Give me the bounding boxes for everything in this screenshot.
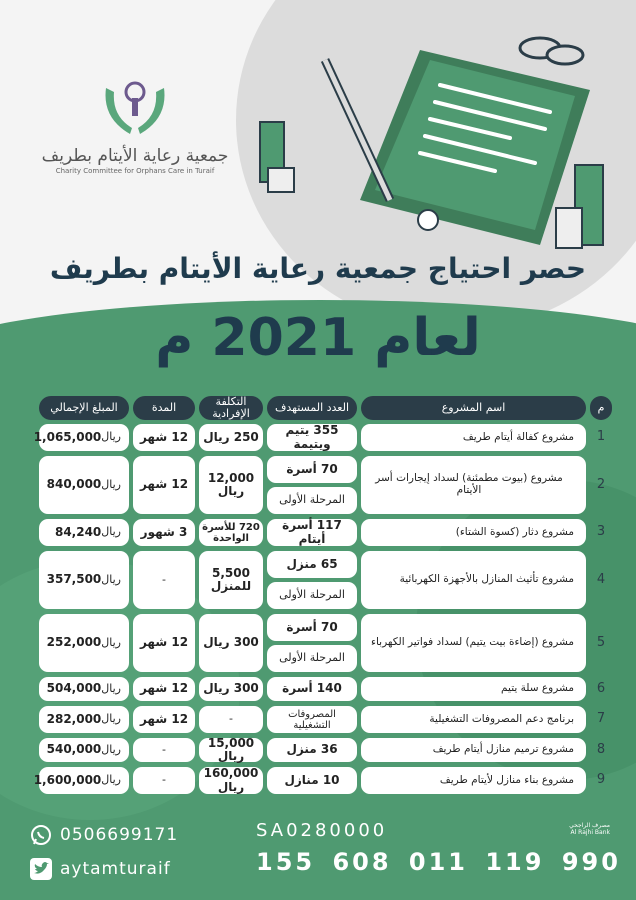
logo-english-name: Charity Committee for Orphans Care in Turaif [55, 167, 215, 175]
total-amount [39, 456, 129, 514]
currency: ريال [101, 712, 121, 726]
header-unit-cost: التكلفة الإفرادية [199, 396, 263, 420]
beneficiaries: 117 أسرة أيتام [267, 519, 357, 546]
project-name: مشروع ترميم منازل أيتام طريف [361, 738, 586, 762]
beneficiaries-phase: المرحلة الأولى [267, 582, 357, 609]
row-number: 4 [596, 571, 606, 587]
unit-cost: - [199, 706, 263, 733]
iban-prefix: SA0280000 [256, 820, 388, 841]
amount: 1,065,000 [33, 429, 102, 444]
row-number: 2 [596, 476, 606, 492]
twitter-contact[interactable] [30, 856, 178, 882]
twitter-icon [30, 858, 52, 880]
table-header [30, 396, 612, 420]
project-name: مشروع تأثيث المنازل بالأجهزة الكهربائية [361, 551, 586, 609]
currency: ريال [101, 572, 121, 586]
amount: 504,000 [46, 681, 102, 696]
table-row [30, 424, 612, 451]
project-name: مشروع سلة يتيم [361, 677, 586, 701]
project-name: مشروع دثار (كسوة الشتاء) [361, 519, 586, 546]
total-amount [39, 738, 129, 762]
amount: 1,600,000 [33, 772, 102, 787]
amount: 84,240 [54, 524, 102, 539]
unit-cost: 300 ريال [199, 614, 263, 672]
duration: 12 شهر [133, 456, 195, 514]
row-number: 7 [596, 711, 606, 727]
table-row [30, 677, 612, 701]
duration: - [133, 767, 195, 794]
total-amount [39, 706, 129, 733]
row-number: 3 [596, 524, 606, 540]
header-beneficiaries: العدد المستهدف [267, 396, 357, 420]
beneficiaries-count: 65 منزل [267, 551, 357, 578]
amount: 540,000 [46, 742, 102, 757]
beneficiaries: 10 منازل [267, 767, 357, 794]
header-num: م [590, 396, 612, 420]
beneficiaries [267, 456, 357, 514]
hands-logo-icon [100, 78, 170, 140]
beneficiaries-count: 70 أسرة [267, 614, 357, 641]
twitter-handle: aytamturaif [60, 859, 171, 879]
row-number: 5 [596, 634, 606, 650]
logo-arabic-name: جمعية رعاية الأيتام بطريف [41, 146, 229, 166]
currency: ريال [101, 773, 121, 787]
needs-table [30, 396, 612, 799]
duration: 12 شهر [133, 677, 195, 701]
currency: ريال [101, 742, 121, 756]
duration: - [133, 551, 195, 609]
total-amount [39, 677, 129, 701]
document-coins-illustration-icon [250, 30, 620, 260]
organization-logo [40, 78, 230, 175]
contact-info [30, 822, 178, 890]
duration: 12 شهر [133, 424, 195, 451]
whatsapp-contact[interactable] [30, 822, 178, 848]
table-row [30, 767, 612, 794]
amount: 840,000 [46, 477, 102, 492]
currency: ريال [101, 477, 121, 491]
duration: 12 شهر [133, 614, 195, 672]
row-number: 1 [596, 429, 606, 445]
table-row [30, 735, 612, 763]
bank-account-number: 155 608 011 119 990 [256, 848, 621, 876]
duration: - [133, 738, 195, 762]
page-subtitle-year: لعام 2021 م [155, 308, 481, 368]
table-row [30, 456, 612, 514]
table-row [30, 614, 612, 672]
currency: ريال [101, 525, 121, 539]
beneficiaries: 355 يتيم ويتيمة [267, 424, 357, 451]
bank-name-en: Al Rajhi Bank [570, 829, 610, 836]
unit-cost: 15,000 ريال [199, 738, 263, 762]
table-row [30, 706, 612, 733]
unit-cost: 5,500 للمنزل [199, 551, 263, 609]
project-name: مشروع بناء منازل لأيتام طريف [361, 767, 586, 794]
unit-cost: 720 للأسرة الواحدة [199, 519, 263, 546]
whatsapp-icon [30, 824, 52, 846]
row-number: 9 [596, 772, 606, 788]
total-amount [33, 424, 129, 451]
beneficiaries: 36 منزل [267, 738, 357, 762]
beneficiaries [267, 551, 357, 609]
total-amount [33, 767, 129, 794]
project-name: مشروع (بيوت مطمئنة) لسداد إيجارات أسر الأيتام [361, 456, 586, 514]
currency: ريال [101, 430, 121, 444]
bank-name-ar: مصرف الراجحي [569, 822, 610, 829]
row-number: 6 [596, 680, 606, 696]
header-project-name: اسم المشروع [361, 396, 586, 420]
table-row [30, 519, 612, 546]
row-number: 8 [596, 741, 606, 757]
page-title: حصر احتياج جمعية رعاية الأيتام بطريف [49, 252, 587, 285]
beneficiaries-count: 70 أسرة [267, 456, 357, 483]
unit-cost: 250 ريال [199, 424, 263, 451]
total-amount [39, 519, 129, 546]
header-total: المبلغ الإجمالي [39, 396, 129, 420]
header-duration: المدة [133, 396, 195, 420]
beneficiaries-phase: المرحلة الأولى [267, 645, 357, 672]
amount: 252,000 [46, 635, 102, 650]
project-name: برنامج دعم المصروفات التشغيلية [361, 706, 586, 733]
project-name: مشروع كفالة أيتام طريف [361, 424, 586, 451]
unit-cost: 300 ريال [199, 677, 263, 701]
beneficiaries: 140 أسرة [267, 677, 357, 701]
total-amount [39, 551, 129, 609]
currency: ريال [101, 635, 121, 649]
duration: 12 شهر [133, 706, 195, 733]
amount: 357,500 [46, 572, 102, 587]
bank-logo [540, 822, 610, 836]
whatsapp-number: 0506699171 [60, 825, 179, 845]
unit-cost: 12,000 ريال [199, 456, 263, 514]
beneficiaries-phase: المرحلة الأولى [267, 487, 357, 514]
table-row [30, 551, 612, 609]
total-amount [39, 614, 129, 672]
project-name: مشروع (إضاءة بيت يتيم) لسداد فواتير الكهرباء [361, 614, 586, 672]
beneficiaries [267, 614, 357, 672]
amount: 282,000 [46, 711, 102, 726]
currency: ريال [101, 681, 121, 695]
unit-cost: 160,000 ريال [199, 767, 263, 794]
beneficiaries: المصروفات التشغيلية [267, 706, 357, 733]
duration: 3 شهور [133, 519, 195, 546]
